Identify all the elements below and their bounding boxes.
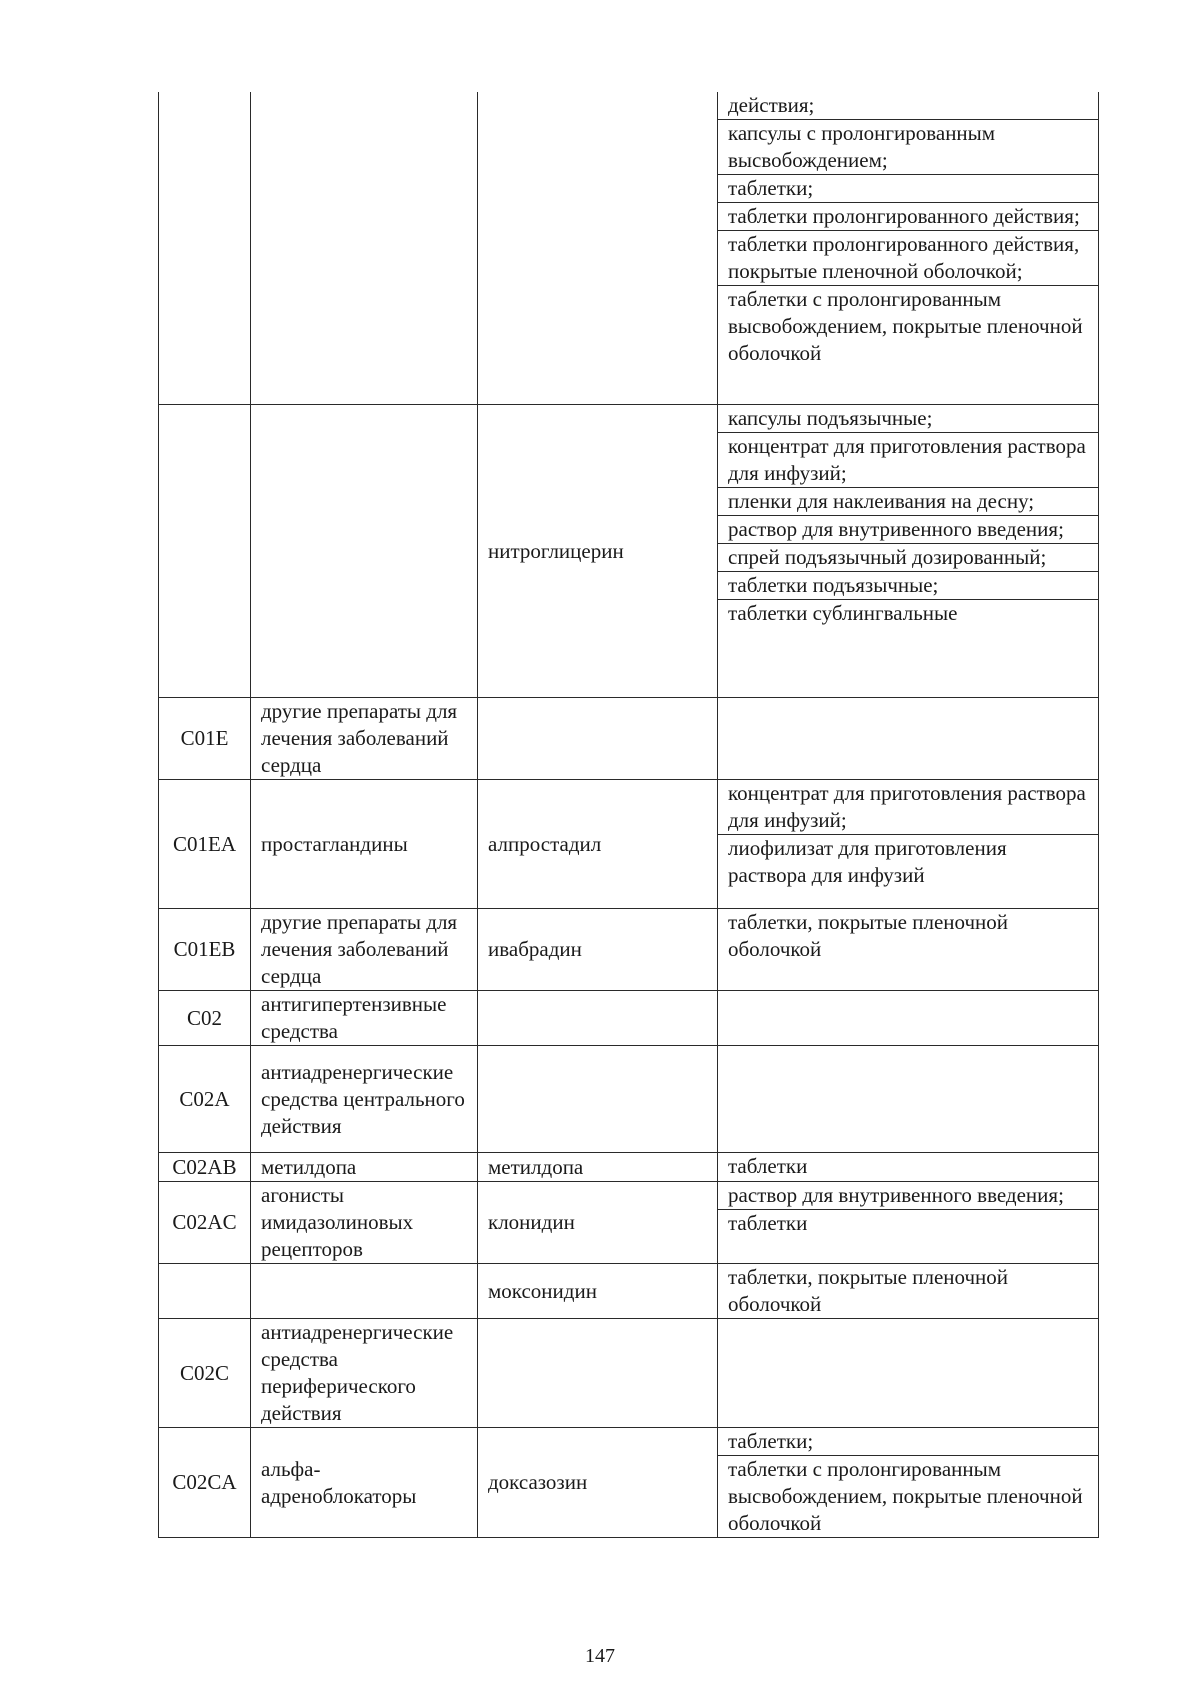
drug-name-cell: моксонидин	[478, 1264, 718, 1319]
dosage-forms-cell	[718, 780, 1099, 909]
dosage-form-item: таблетки, покрытые пленочной оболочкой	[728, 1265, 1009, 1316]
dosage-form-item: спрей подъязычный дозированный;	[718, 544, 1098, 572]
dosage-forms-list	[718, 1264, 1098, 1318]
dosage-forms-cell	[718, 1153, 1099, 1182]
table-row	[159, 909, 1099, 991]
table-row	[159, 698, 1099, 780]
dosage-form-item: таблетки;	[718, 175, 1098, 203]
dosage-form-item: действия;	[718, 92, 1098, 120]
table-row	[159, 1046, 1099, 1153]
atc-code-cell: C02AB	[159, 1153, 251, 1182]
dosage-form-item: таблетки, покрытые пленочной оболочкой	[728, 910, 1009, 961]
dosage-form-item: таблетки с пролонгированным высвобождением, покрытые пленочной оболочкой	[728, 287, 1083, 365]
dosage-form-item: раствор для внутривенного введения;	[718, 1182, 1098, 1210]
dosage-forms-list	[718, 1428, 1098, 1537]
dosage-form-item: таблетки пролонгированного действия;	[718, 203, 1098, 231]
table-row	[159, 1153, 1099, 1182]
dosage-forms-list	[718, 92, 1098, 404]
dosage-forms-cell	[718, 1182, 1099, 1264]
group-name-cell: простагландины	[251, 780, 478, 909]
table-row	[159, 991, 1099, 1046]
dosage-forms-cell	[718, 1319, 1099, 1428]
drug-name-cell: метилдопа	[478, 1153, 718, 1182]
table-row	[159, 92, 1099, 405]
dosage-form-item: таблетки с пролонгированным высвобождением, покрытые пленочной оболочкой	[728, 1457, 1083, 1535]
dosage-form-item: таблетки	[728, 1154, 808, 1178]
dosage-forms-cell	[718, 1264, 1099, 1319]
group-name-cell: агонисты имидазолиновых рецепторов	[251, 1182, 478, 1264]
drug-name-cell: клонидин	[478, 1182, 718, 1264]
atc-code-cell: C02C	[159, 1319, 251, 1428]
dosage-forms-cell	[718, 698, 1099, 780]
dosage-forms-list	[718, 1153, 1098, 1181]
table-row	[159, 1182, 1099, 1264]
dosage-form-item: капсулы с пролонгированным высвобождением;	[718, 120, 1098, 175]
group-name-cell	[251, 405, 478, 698]
atc-code-cell: C02AC	[159, 1182, 251, 1264]
drug-name-cell	[478, 92, 718, 405]
atc-code-cell: C02CA	[159, 1428, 251, 1538]
dosage-forms-cell	[718, 991, 1099, 1046]
page-number: 147	[585, 1645, 615, 1667]
group-name-cell	[251, 92, 478, 405]
dosage-forms-list	[718, 780, 1098, 908]
dosage-form-item: таблетки сублингвальные	[728, 601, 958, 625]
group-name-cell	[251, 1264, 478, 1319]
atc-code-cell: C01E	[159, 698, 251, 780]
group-name-cell: другие препараты для лечения заболеваний сердца	[251, 698, 478, 780]
atc-code-cell	[159, 92, 251, 405]
drug-name-cell	[478, 698, 718, 780]
group-name-cell: антиадренергические средства периферического действия	[251, 1319, 478, 1428]
atc-code-cell: C01EB	[159, 909, 251, 991]
dosage-form-item: таблетки	[728, 1211, 808, 1235]
dosage-form-item: концентрат для приготовления раствора для инфузий;	[718, 433, 1098, 488]
table-row	[159, 1428, 1099, 1538]
drug-table	[158, 92, 1099, 1538]
group-name-cell: другие препараты для лечения заболеваний сердца	[251, 909, 478, 991]
atc-code-cell	[159, 405, 251, 698]
dosage-forms-cell	[718, 1428, 1099, 1538]
dosage-form-item: лиофилизат для приготовления раствора для инфузий	[728, 836, 1007, 887]
dosage-forms-cell	[718, 909, 1099, 991]
dosage-forms-cell	[718, 405, 1099, 698]
dosage-forms-list	[718, 1182, 1098, 1263]
drug-name-cell: нитроглицерин	[478, 405, 718, 698]
dosage-forms-list	[718, 405, 1098, 697]
dosage-form-item: капсулы подъязычные;	[718, 405, 1098, 433]
drug-name-cell: доксазозин	[478, 1428, 718, 1538]
dosage-forms-cell	[718, 1046, 1099, 1153]
table-row	[159, 1264, 1099, 1319]
atc-code-cell: C02A	[159, 1046, 251, 1153]
dosage-forms-cell	[718, 92, 1099, 405]
dosage-form-item: раствор для внутривенного введения;	[718, 516, 1098, 544]
dosage-form-item: таблетки;	[718, 1428, 1098, 1456]
group-name-cell: альфа-адреноблокаторы	[251, 1428, 478, 1538]
dosage-form-item: концентрат для приготовления раствора для инфузий;	[718, 780, 1098, 835]
drug-name-cell	[478, 1319, 718, 1428]
drug-name-cell: ивабрадин	[478, 909, 718, 991]
group-name-cell: антигипертензивные средства	[251, 991, 478, 1046]
group-name-cell: метилдопа	[251, 1153, 478, 1182]
table-row	[159, 1319, 1099, 1428]
dosage-forms-list	[718, 909, 1098, 990]
atc-code-cell: C01EA	[159, 780, 251, 909]
atc-code-cell: C02	[159, 991, 251, 1046]
atc-code-cell	[159, 1264, 251, 1319]
dosage-form-item: таблетки пролонгированного действия, покрытые пленочной оболочкой;	[718, 231, 1098, 286]
group-name-cell: антиадренергические средства центрального действия	[251, 1046, 478, 1153]
dosage-form-item: пленки для наклеивания на десну;	[718, 488, 1098, 516]
table-row	[159, 780, 1099, 909]
table-row	[159, 405, 1099, 698]
drug-name-cell	[478, 991, 718, 1046]
drug-name-cell: алпростадил	[478, 780, 718, 909]
drug-name-cell	[478, 1046, 718, 1153]
dosage-form-item: таблетки подъязычные;	[718, 572, 1098, 600]
